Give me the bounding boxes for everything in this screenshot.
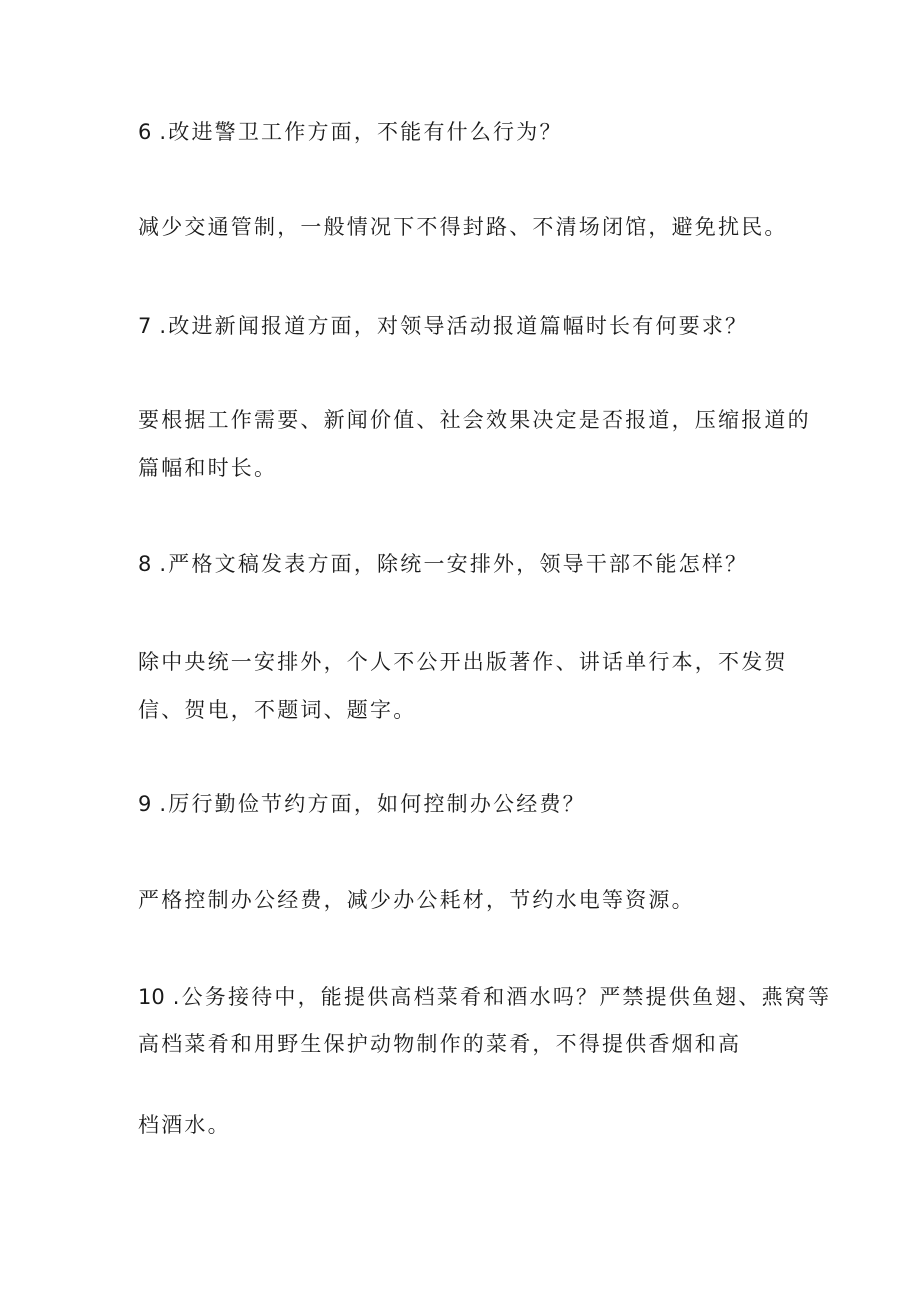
question-text: .严格文稿发表方面，除统一安排外，领导干部不能怎样？ bbox=[159, 552, 749, 576]
answer-7-line-2: 篇幅和时长。 bbox=[138, 456, 278, 480]
question-number: 7 bbox=[138, 314, 152, 338]
question-text: .厉行勤俭节约方面，如何控制办公经费？ bbox=[159, 792, 586, 816]
answer-8-line-2: 信、贺电，不题词、题字。 bbox=[138, 698, 417, 722]
question-number: 6 bbox=[138, 120, 152, 144]
answer-8-line-1: 除中央统一安排外，个人不公开出版著作、讲话单行本，不发贺 bbox=[138, 650, 788, 674]
question-8 bbox=[138, 550, 748, 578]
question-number: 10 bbox=[138, 985, 165, 1009]
answer-9-line-1: 严格控制办公经费，减少办公耗材，节约水电等资源。 bbox=[138, 888, 695, 912]
question-10 bbox=[138, 983, 831, 1011]
question-6 bbox=[138, 118, 563, 146]
question-number: 9 bbox=[138, 792, 152, 816]
question-7 bbox=[138, 312, 748, 340]
question-9 bbox=[138, 790, 586, 818]
question-text: .改进警卫工作方面，不能有什么行为？ bbox=[159, 120, 563, 144]
question-text: .改进新闻报道方面，对领导活动报道篇幅时长有何要求？ bbox=[159, 314, 749, 338]
answer-7-line-1: 要根据工作需要、新闻价值、社会效果决定是否报道，压缩报道的 bbox=[138, 408, 811, 432]
question-text: .公务接待中，能提供高档菜肴和酒水吗？严禁提供鱼翅、燕窝等 bbox=[172, 985, 832, 1009]
answer-6-line-1: 减少交通管制，一般情况下不得封路、不清场闭馆，避免扰民。 bbox=[138, 215, 788, 239]
answer-10-line-2: 档酒水。 bbox=[138, 1113, 231, 1137]
answer-10-line-1: 高档菜肴和用野生保护动物制作的菜肴，不得提供香烟和高 bbox=[138, 1032, 742, 1056]
question-number: 8 bbox=[138, 552, 152, 576]
